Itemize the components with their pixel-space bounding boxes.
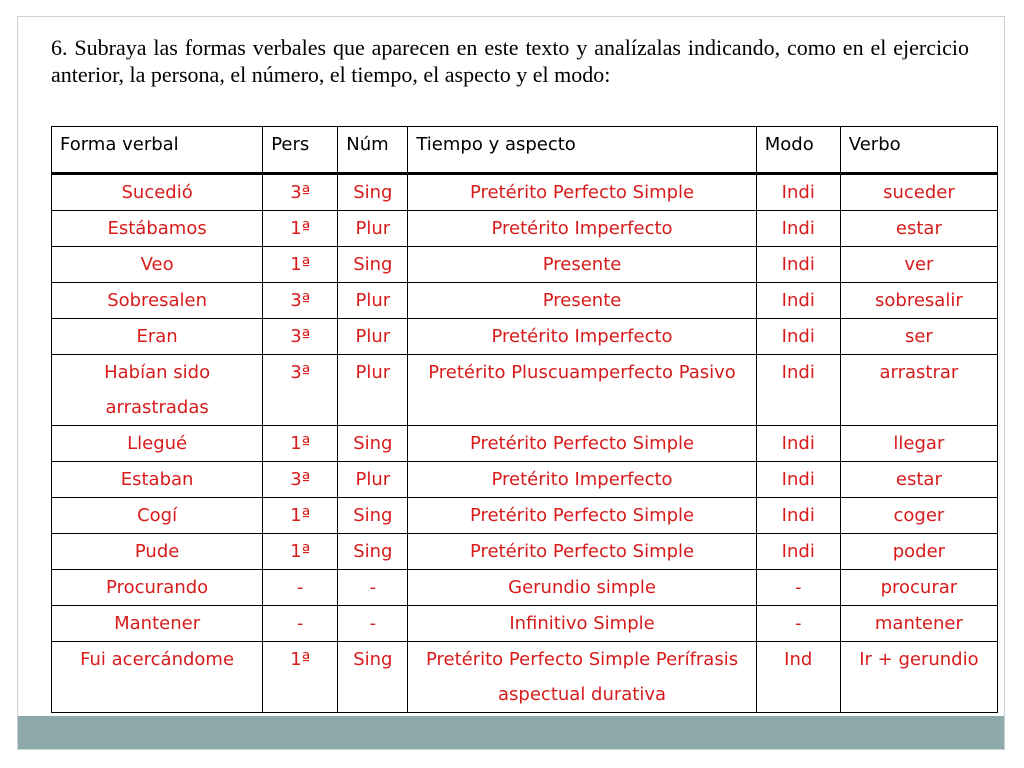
table-row bbox=[52, 247, 998, 283]
cell-pers: 3ª bbox=[263, 355, 338, 426]
cell-verbo: poder bbox=[840, 534, 997, 570]
table-row bbox=[52, 426, 998, 462]
cell-tiempo: Pretérito Imperfecto bbox=[408, 319, 756, 355]
table-header-row bbox=[52, 127, 998, 174]
cell-pers: 3ª bbox=[263, 319, 338, 355]
cell-pers: 1ª bbox=[263, 211, 338, 247]
cell-num: Plur bbox=[338, 355, 408, 426]
cell-pers: - bbox=[263, 570, 338, 606]
cell-modo: Indi bbox=[756, 426, 840, 462]
cell-tiempo: Pretérito Perfecto Simple Perífrasis aspectual durativa bbox=[408, 642, 756, 713]
table-row bbox=[52, 606, 998, 642]
cell-pers: 1ª bbox=[263, 498, 338, 534]
cell-pers: 1ª bbox=[263, 534, 338, 570]
cell-verbo: coger bbox=[840, 498, 997, 534]
cell-verbo: sobresalir bbox=[840, 283, 997, 319]
cell-forma: Fui acercándome bbox=[52, 642, 263, 713]
cell-forma: Eran bbox=[52, 319, 263, 355]
table-row bbox=[52, 211, 998, 247]
cell-tiempo: Pretérito Perfecto Simple bbox=[408, 534, 756, 570]
cell-modo: Indi bbox=[756, 498, 840, 534]
cell-pers: - bbox=[263, 606, 338, 642]
cell-tiempo: Infinitivo Simple bbox=[408, 606, 756, 642]
table-row bbox=[52, 462, 998, 498]
exercise-instructions: 6. Subraya las formas verbales que aparecen en este texto y analízalas indicando, como en el ejercicio anterior, la persona, el número, el tiempo, el aspecto y el modo: bbox=[51, 35, 969, 87]
cell-forma: Pude bbox=[52, 534, 263, 570]
cell-forma: Procurando bbox=[52, 570, 263, 606]
cell-verbo: llegar bbox=[840, 426, 997, 462]
cell-verbo: estar bbox=[840, 462, 997, 498]
cell-modo: Indi bbox=[756, 283, 840, 319]
cell-tiempo: Pretérito Pluscuamperfecto Pasivo bbox=[408, 355, 756, 426]
table-row bbox=[52, 570, 998, 606]
cell-num: Sing bbox=[338, 534, 408, 570]
header-tiempo-aspecto: Tiempo y aspecto bbox=[408, 127, 756, 174]
cell-forma: Estábamos bbox=[52, 211, 263, 247]
cell-num: Sing bbox=[338, 642, 408, 713]
cell-modo: Indi bbox=[756, 462, 840, 498]
table-row bbox=[52, 498, 998, 534]
header-num: Núm bbox=[338, 127, 408, 174]
cell-verbo: procurar bbox=[840, 570, 997, 606]
cell-num: - bbox=[338, 606, 408, 642]
cell-tiempo: Presente bbox=[408, 283, 756, 319]
cell-modo: Indi bbox=[756, 174, 840, 211]
cell-forma: Cogí bbox=[52, 498, 263, 534]
header-pers: Pers bbox=[263, 127, 338, 174]
cell-forma: Veo bbox=[52, 247, 263, 283]
cell-verbo: ser bbox=[840, 319, 997, 355]
cell-forma: Habían sido arrastradas bbox=[52, 355, 263, 426]
cell-modo: Ind bbox=[756, 642, 840, 713]
cell-num: Plur bbox=[338, 211, 408, 247]
table-row bbox=[52, 355, 998, 426]
cell-modo: - bbox=[756, 606, 840, 642]
cell-pers: 1ª bbox=[263, 247, 338, 283]
cell-forma: Sucedió bbox=[52, 174, 263, 211]
cell-forma: Llegué bbox=[52, 426, 263, 462]
cell-forma: Sobresalen bbox=[52, 283, 263, 319]
cell-num: Sing bbox=[338, 174, 408, 211]
cell-tiempo: Pretérito Perfecto Simple bbox=[408, 498, 756, 534]
cell-num: Sing bbox=[338, 247, 408, 283]
cell-tiempo: Pretérito Imperfecto bbox=[408, 462, 756, 498]
cell-pers: 1ª bbox=[263, 642, 338, 713]
table-row bbox=[52, 319, 998, 355]
table-row bbox=[52, 174, 998, 211]
cell-tiempo: Pretérito Imperfecto bbox=[408, 211, 756, 247]
cell-tiempo: Pretérito Perfecto Simple bbox=[408, 426, 756, 462]
cell-modo: Indi bbox=[756, 319, 840, 355]
cell-pers: 3ª bbox=[263, 174, 338, 211]
header-forma-verbal: Forma verbal bbox=[52, 127, 263, 174]
cell-pers: 3ª bbox=[263, 283, 338, 319]
header-verbo: Verbo bbox=[840, 127, 997, 174]
cell-pers: 3ª bbox=[263, 462, 338, 498]
cell-pers: 1ª bbox=[263, 426, 338, 462]
cell-num: Plur bbox=[338, 462, 408, 498]
cell-tiempo: Gerundio simple bbox=[408, 570, 756, 606]
cell-verbo: Ir + gerundio bbox=[840, 642, 997, 713]
cell-verbo: mantener bbox=[840, 606, 997, 642]
cell-modo: Indi bbox=[756, 211, 840, 247]
cell-num: - bbox=[338, 570, 408, 606]
table-row bbox=[52, 642, 998, 713]
table-row bbox=[52, 534, 998, 570]
verb-analysis-table bbox=[51, 126, 998, 713]
cell-modo: - bbox=[756, 570, 840, 606]
cell-verbo: suceder bbox=[840, 174, 997, 211]
table-row bbox=[52, 283, 998, 319]
cell-num: Plur bbox=[338, 319, 408, 355]
cell-tiempo: Pretérito Perfecto Simple bbox=[408, 174, 756, 211]
footer-band bbox=[18, 716, 1004, 749]
cell-modo: Indi bbox=[756, 534, 840, 570]
cell-modo: Indi bbox=[756, 247, 840, 283]
cell-tiempo: Presente bbox=[408, 247, 756, 283]
cell-verbo: arrastrar bbox=[840, 355, 997, 426]
cell-modo: Indi bbox=[756, 355, 840, 426]
header-modo: Modo bbox=[756, 127, 840, 174]
cell-verbo: estar bbox=[840, 211, 997, 247]
cell-num: Sing bbox=[338, 498, 408, 534]
cell-verbo: ver bbox=[840, 247, 997, 283]
cell-num: Sing bbox=[338, 426, 408, 462]
cell-forma: Mantener bbox=[52, 606, 263, 642]
cell-num: Plur bbox=[338, 283, 408, 319]
cell-forma: Estaban bbox=[52, 462, 263, 498]
